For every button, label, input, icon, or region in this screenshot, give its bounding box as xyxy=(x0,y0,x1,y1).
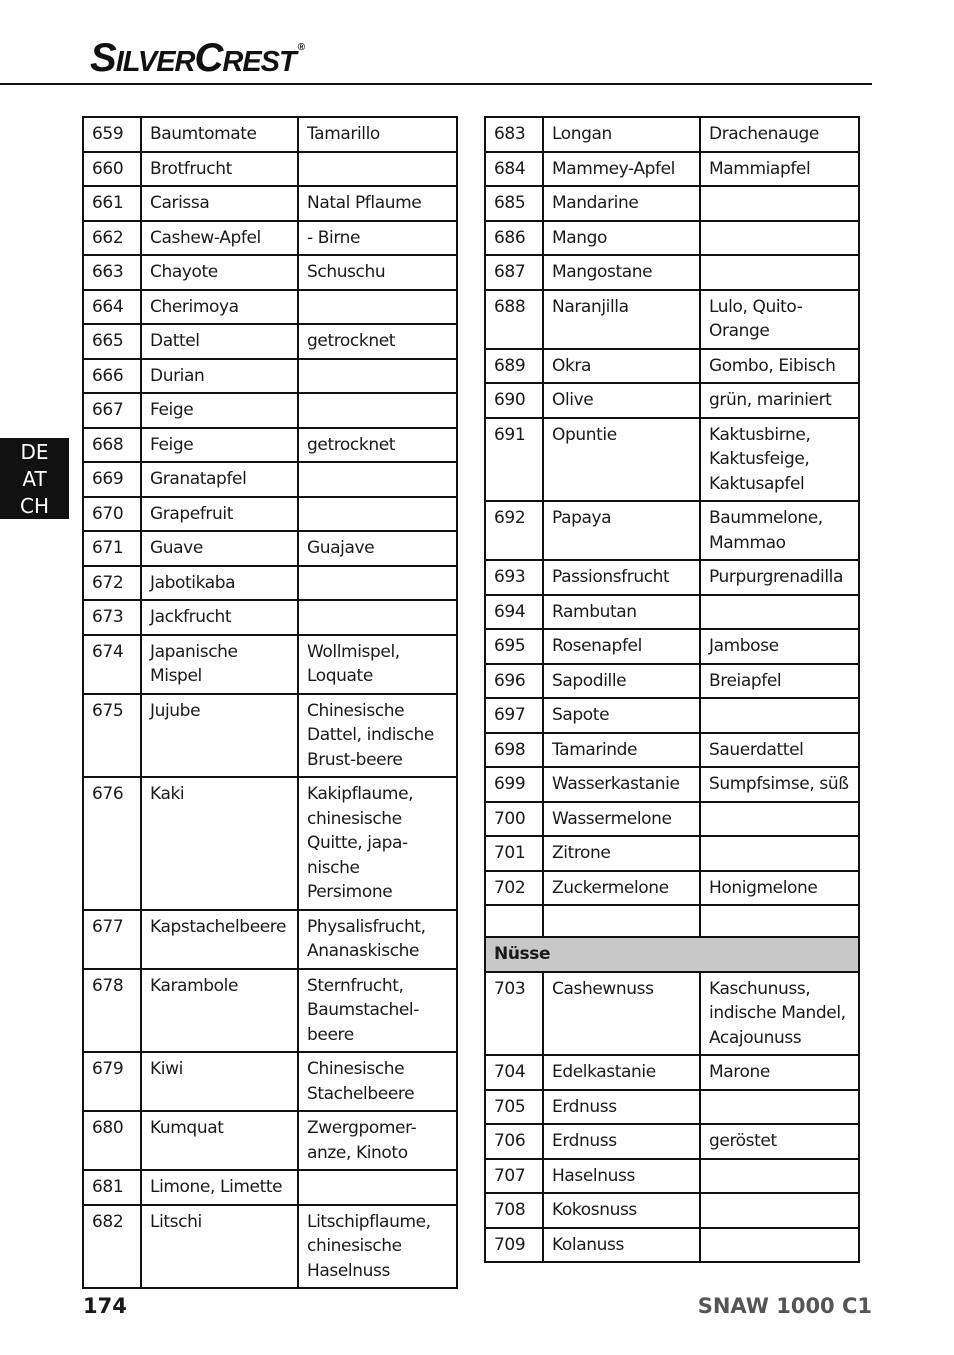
alternative-name: getrocknet xyxy=(298,324,457,359)
entry-number: 683 xyxy=(485,117,543,152)
entry-number: 661 xyxy=(83,186,141,221)
food-name: Durian xyxy=(141,359,298,394)
food-name: Kumquat xyxy=(141,1111,298,1170)
table-row xyxy=(83,1170,457,1205)
alternative-name: Guajave xyxy=(298,531,457,566)
alternative-name: Litschipflaume, chinesische Haselnuss xyxy=(298,1205,457,1289)
table-row xyxy=(83,152,457,187)
entry-number: 703 xyxy=(485,972,543,1056)
alternative-name: Breiapfel xyxy=(700,664,859,699)
alternative-name xyxy=(700,595,859,630)
alternative-name: Physalisfrucht, Ananaskische xyxy=(298,910,457,969)
table-row xyxy=(485,1055,859,1090)
alternative-name xyxy=(298,600,457,635)
logo-text-ilver: ILVER xyxy=(115,46,195,78)
alternative-name xyxy=(298,359,457,394)
section-title: Nüsse xyxy=(485,937,859,972)
entry-number: 686 xyxy=(485,221,543,256)
food-name: Japanische Mispel xyxy=(141,635,298,694)
food-name: Wassermelone xyxy=(543,802,700,837)
food-name: Opuntie xyxy=(543,418,700,502)
food-name: Grapefruit xyxy=(141,497,298,532)
table-row xyxy=(485,290,859,349)
food-name: Longan xyxy=(543,117,700,152)
table-row xyxy=(83,969,457,1053)
food-name: Feige xyxy=(141,393,298,428)
entry-number: 659 xyxy=(83,117,141,152)
food-name: Passionsfrucht xyxy=(543,560,700,595)
food-name: Papaya xyxy=(543,501,700,560)
table-row xyxy=(83,497,457,532)
entry-number: 663 xyxy=(83,255,141,290)
food-name: Jackfrucht xyxy=(141,600,298,635)
alternative-name xyxy=(298,566,457,601)
table-row xyxy=(485,871,859,906)
alternative-name xyxy=(700,1090,859,1125)
lang-de: DE xyxy=(20,440,49,464)
food-name: Kaki xyxy=(141,777,298,910)
food-name: Naranjilla xyxy=(543,290,700,349)
table-row xyxy=(485,595,859,630)
lang-at: AT xyxy=(22,467,47,491)
food-name: Sapodille xyxy=(543,664,700,699)
entry-number: 684 xyxy=(485,152,543,187)
entry-number: 669 xyxy=(83,462,141,497)
entry-number: 689 xyxy=(485,349,543,384)
entry-number: 677 xyxy=(83,910,141,969)
food-name: Sapote xyxy=(543,698,700,733)
food-name: Okra xyxy=(543,349,700,384)
food-name: Cherimoya xyxy=(141,290,298,325)
entry-number xyxy=(485,905,543,937)
table-row xyxy=(83,221,457,256)
entry-number: 697 xyxy=(485,698,543,733)
food-table-left xyxy=(82,116,458,1289)
food-name: Kapstachelbeere xyxy=(141,910,298,969)
alternative-name: geröstet xyxy=(700,1124,859,1159)
alternative-name: Sumpfsimse, süß xyxy=(700,767,859,802)
food-name: Zitrone xyxy=(543,836,700,871)
entry-number: 662 xyxy=(83,221,141,256)
entry-number: 693 xyxy=(485,560,543,595)
alternative-name xyxy=(298,152,457,187)
alternative-name xyxy=(298,290,457,325)
table-row xyxy=(83,255,457,290)
food-name: Mango xyxy=(543,221,700,256)
entry-number: 705 xyxy=(485,1090,543,1125)
entry-number: 692 xyxy=(485,501,543,560)
alternative-name: Zwergpomer-anze, Kinoto xyxy=(298,1111,457,1170)
alternative-name: Baummelone, Mammao xyxy=(700,501,859,560)
language-tab xyxy=(0,438,69,519)
table-row xyxy=(83,694,457,778)
table-row xyxy=(83,117,457,152)
entry-number: 688 xyxy=(485,290,543,349)
alternative-name: Chinesische Stachelbeere xyxy=(298,1052,457,1111)
alternative-name: Kakipflaume, chinesische Quitte, japa-nische Persimone xyxy=(298,777,457,910)
logo-letter-s: S xyxy=(90,36,116,80)
table-row xyxy=(485,1159,859,1194)
table-row xyxy=(485,152,859,187)
entry-number: 696 xyxy=(485,664,543,699)
food-name: Tamarinde xyxy=(543,733,700,768)
table-row xyxy=(485,418,859,502)
food-name: Brotfrucht xyxy=(141,152,298,187)
alternative-name: Sauerdattel xyxy=(700,733,859,768)
entry-number: 670 xyxy=(83,497,141,532)
food-name: Carissa xyxy=(141,186,298,221)
entry-number: 690 xyxy=(485,383,543,418)
entry-number: 706 xyxy=(485,1124,543,1159)
food-name: Zuckermelone xyxy=(543,871,700,906)
entry-number: 709 xyxy=(485,1228,543,1263)
alternative-name xyxy=(700,255,859,290)
entry-number: 673 xyxy=(83,600,141,635)
table-row xyxy=(485,972,859,1056)
food-name: Kokosnuss xyxy=(543,1193,700,1228)
table-row xyxy=(485,1124,859,1159)
entry-number: 704 xyxy=(485,1055,543,1090)
alternative-name: Sternfrucht, Baumstachel-beere xyxy=(298,969,457,1053)
alternative-name: Drachenauge xyxy=(700,117,859,152)
table-row xyxy=(485,383,859,418)
food-name: Erdnuss xyxy=(543,1090,700,1125)
entry-number: 698 xyxy=(485,733,543,768)
table-row xyxy=(485,349,859,384)
table-row xyxy=(83,1205,457,1289)
alternative-name xyxy=(700,802,859,837)
alternative-name: Kaschunuss, indische Mandel, Acajounuss xyxy=(700,972,859,1056)
food-name: Kolanuss xyxy=(543,1228,700,1263)
model-number: SNAW 1000 C1 xyxy=(697,1294,872,1318)
entry-number: 676 xyxy=(83,777,141,910)
alternative-name: Lulo, Quito-Orange xyxy=(700,290,859,349)
food-name: Jabotikaba xyxy=(141,566,298,601)
table-row xyxy=(485,1228,859,1263)
entry-number: 694 xyxy=(485,595,543,630)
table-row xyxy=(485,733,859,768)
table-row xyxy=(485,560,859,595)
alternative-name: Mammiapfel xyxy=(700,152,859,187)
table-row xyxy=(83,566,457,601)
entry-number: 707 xyxy=(485,1159,543,1194)
food-name: Feige xyxy=(141,428,298,463)
food-name: Mangostane xyxy=(543,255,700,290)
table-row xyxy=(83,290,457,325)
alternative-name: Schuschu xyxy=(298,255,457,290)
food-name: Granatapfel xyxy=(141,462,298,497)
food-name: Olive xyxy=(543,383,700,418)
entry-number: 701 xyxy=(485,836,543,871)
table-row xyxy=(83,324,457,359)
food-name: Mandarine xyxy=(543,186,700,221)
page-number: 174 xyxy=(83,1294,127,1318)
alternative-name: Wollmispel, Loquate xyxy=(298,635,457,694)
entry-number: 700 xyxy=(485,802,543,837)
alternative-name xyxy=(298,497,457,532)
alternative-name: Jambose xyxy=(700,629,859,664)
table-row xyxy=(485,1193,859,1228)
table-row xyxy=(485,117,859,152)
table-row xyxy=(83,910,457,969)
entry-number: 672 xyxy=(83,566,141,601)
alternative-name xyxy=(700,905,859,937)
entry-number: 660 xyxy=(83,152,141,187)
table-row xyxy=(485,1090,859,1125)
entry-number: 667 xyxy=(83,393,141,428)
food-name: Kiwi xyxy=(141,1052,298,1111)
entry-number: 675 xyxy=(83,694,141,778)
table-row xyxy=(83,600,457,635)
alternative-name: Natal Pflaume xyxy=(298,186,457,221)
alternative-name xyxy=(700,836,859,871)
food-name: Mammey-Apfel xyxy=(543,152,700,187)
food-name: Limone, Limette xyxy=(141,1170,298,1205)
entry-number: 674 xyxy=(83,635,141,694)
alternative-name: Purpurgrenadilla xyxy=(700,560,859,595)
alternative-name: getrocknet xyxy=(298,428,457,463)
alternative-name: Kaktusbirne, Kaktusfeige, Kaktusapfel xyxy=(700,418,859,502)
alternative-name xyxy=(298,393,457,428)
section-header-row xyxy=(485,937,859,972)
alternative-name: Tamarillo xyxy=(298,117,457,152)
table-row xyxy=(485,221,859,256)
food-name: Guave xyxy=(141,531,298,566)
entry-number: 671 xyxy=(83,531,141,566)
alternative-name xyxy=(700,698,859,733)
table-row xyxy=(83,1111,457,1170)
entry-number: 695 xyxy=(485,629,543,664)
food-name: Jujube xyxy=(141,694,298,778)
alternative-name xyxy=(700,1193,859,1228)
entry-number: 679 xyxy=(83,1052,141,1111)
food-name: Litschi xyxy=(141,1205,298,1289)
entry-number: 666 xyxy=(83,359,141,394)
table-row xyxy=(485,255,859,290)
table-row xyxy=(485,836,859,871)
entry-number: 668 xyxy=(83,428,141,463)
table-row xyxy=(485,501,859,560)
alternative-name xyxy=(298,1170,457,1205)
entry-number: 678 xyxy=(83,969,141,1053)
entry-number: 680 xyxy=(83,1111,141,1170)
table-row xyxy=(485,698,859,733)
entry-number: 702 xyxy=(485,871,543,906)
header-rule xyxy=(0,83,872,85)
alternative-name: Chinesische Dattel, indische Brust-beere xyxy=(298,694,457,778)
alternative-name: grün, mariniert xyxy=(700,383,859,418)
entry-number: 691 xyxy=(485,418,543,502)
alternative-name xyxy=(298,462,457,497)
table-row xyxy=(485,629,859,664)
alternative-name: Honigmelone xyxy=(700,871,859,906)
food-name: Baumtomate xyxy=(141,117,298,152)
entry-number: 665 xyxy=(83,324,141,359)
logo-text-rest: REST xyxy=(222,46,296,78)
food-table-right xyxy=(484,116,860,1263)
entry-number: 682 xyxy=(83,1205,141,1289)
food-name: Rambutan xyxy=(543,595,700,630)
alternative-name: - Birne xyxy=(298,221,457,256)
entry-number: 699 xyxy=(485,767,543,802)
entry-number: 664 xyxy=(83,290,141,325)
entry-number: 687 xyxy=(485,255,543,290)
table-row xyxy=(83,531,457,566)
table-row xyxy=(83,393,457,428)
table-row xyxy=(83,186,457,221)
table-row xyxy=(83,635,457,694)
food-name: Chayote xyxy=(141,255,298,290)
table-row xyxy=(83,359,457,394)
table-row xyxy=(485,802,859,837)
registered-mark: ® xyxy=(297,42,305,53)
lang-ch: CH xyxy=(19,494,49,518)
table-row xyxy=(83,1052,457,1111)
entry-number: 685 xyxy=(485,186,543,221)
table-row xyxy=(485,186,859,221)
table-row xyxy=(83,777,457,910)
food-name: Cashew-Apfel xyxy=(141,221,298,256)
food-name: Wasserkastanie xyxy=(543,767,700,802)
food-name: Erdnuss xyxy=(543,1124,700,1159)
table-row xyxy=(485,767,859,802)
food-name: Edelkastanie xyxy=(543,1055,700,1090)
alternative-name xyxy=(700,1159,859,1194)
entry-number: 681 xyxy=(83,1170,141,1205)
alternative-name xyxy=(700,186,859,221)
alternative-name: Gombo, Eibisch xyxy=(700,349,859,384)
table-row xyxy=(83,428,457,463)
food-name: Cashewnuss xyxy=(543,972,700,1056)
logo-letter-c: C xyxy=(194,36,223,80)
table-row xyxy=(83,462,457,497)
food-name: Haselnuss xyxy=(543,1159,700,1194)
brand-logo xyxy=(90,36,304,81)
entry-number: 708 xyxy=(485,1193,543,1228)
food-name xyxy=(543,905,700,937)
food-name: Dattel xyxy=(141,324,298,359)
food-name: Rosenapfel xyxy=(543,629,700,664)
alternative-name xyxy=(700,1228,859,1263)
food-name: Karambole xyxy=(141,969,298,1053)
alternative-name xyxy=(700,221,859,256)
alternative-name: Marone xyxy=(700,1055,859,1090)
table-row xyxy=(485,664,859,699)
table-row xyxy=(485,905,859,937)
